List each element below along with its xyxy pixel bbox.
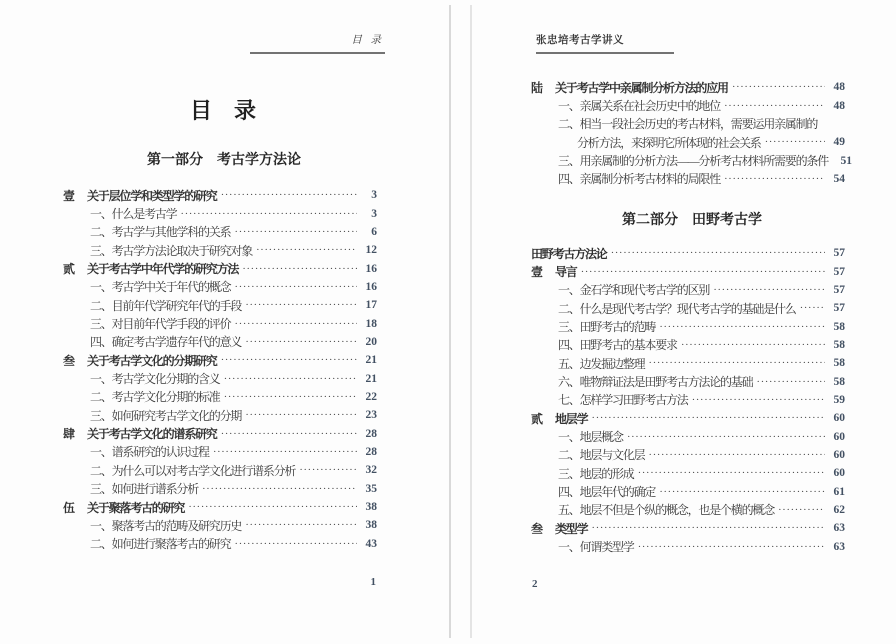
toc-entry-title: 二、相当一段社会历史的考古材料，需要运用亲属制的 <box>558 117 818 132</box>
toc-entry-page: 57 <box>833 265 845 278</box>
toc-entry <box>531 115 845 133</box>
toc-entry <box>531 482 845 500</box>
dot-leader <box>221 425 357 443</box>
toc-entry-page: 58 <box>833 338 845 351</box>
toc-entry <box>63 204 377 222</box>
toc-entry-page: 48 <box>833 99 845 112</box>
toc-entry <box>531 427 845 445</box>
toc-entry-title: 四、田野考古的基本要求 <box>558 338 677 353</box>
dot-leader <box>778 501 825 519</box>
toc-entry-title: 一、金石学和现代考古学的区别 <box>558 283 710 298</box>
dot-leader <box>180 205 357 223</box>
toc-entry-page: 3 <box>371 189 377 202</box>
toc-entry <box>531 281 845 299</box>
dot-leader <box>732 78 825 96</box>
toc-entry-page: 61 <box>833 485 845 498</box>
toc-entry-title: 三、如何研究考古学文化的分期 <box>90 408 242 423</box>
toc-entry-title: 三、如何进行谱系分析 <box>90 482 199 497</box>
toc-entry-number: 叁 <box>531 521 542 536</box>
toc-entry-title: 一、考古学文化分期的含义 <box>90 372 220 387</box>
toc-entry-page: 16 <box>365 262 377 275</box>
dot-leader <box>234 535 357 553</box>
toc-entry-title: 一、什么是考古学 <box>90 207 177 222</box>
toc-entry-title: 地层学 <box>555 411 588 426</box>
toc-entry-number: 壹 <box>531 265 542 280</box>
toc-entry-number: 叁 <box>63 353 74 368</box>
toc-entry-number: 陆 <box>531 80 542 95</box>
toc-entry-title: 二、考古学与其他学科的关系 <box>90 225 231 240</box>
toc-entry-number: 壹 <box>63 188 74 203</box>
dot-leader <box>648 354 825 372</box>
section-heading-part1: 第一部分 考古学方法论 <box>147 153 301 168</box>
toc-entry-title: 二、考古学文化分期的标准 <box>90 390 220 405</box>
toc-entry <box>63 498 377 516</box>
toc-entry-page: 49 <box>833 136 845 149</box>
toc-entry-page: 63 <box>833 522 845 535</box>
toc-entry-page: 60 <box>833 448 845 461</box>
toc-entry-title: 一、谱系研究的认识过程 <box>90 445 209 460</box>
toc-entry-title: 二、目前年代学研究年代的手段 <box>90 298 242 313</box>
toc-entry <box>531 133 845 151</box>
toc-entry-title: 关于考古学文化的谱系研究 <box>87 427 217 442</box>
toc-entry-page: 6 <box>371 225 377 238</box>
toc-entry-number: 贰 <box>531 411 542 426</box>
toc-entry-title: 四、亲属制分析考古材料的局限性 <box>558 172 721 187</box>
toc-entry-title: 三、对目前年代学手段的评价 <box>90 317 231 332</box>
toc-entry <box>531 409 845 427</box>
dot-leader <box>224 370 357 388</box>
toc-entry-page: 21 <box>365 354 377 367</box>
toc-entry <box>531 391 845 409</box>
dot-leader <box>256 241 357 259</box>
toc-entry <box>531 354 845 372</box>
toc-entry-title: 四、地层年代的确定 <box>558 485 656 500</box>
toc-entry-page: 58 <box>833 357 845 370</box>
dot-leader <box>756 373 825 391</box>
toc-entry-title: 一、亲属关系在社会历史中的地位 <box>558 99 721 114</box>
toc-entry-title: 七、怎样学习田野考古方法 <box>558 393 688 408</box>
toc-entry-page: 48 <box>833 81 845 94</box>
toc-entry-title: 三、地层的形成 <box>558 466 634 481</box>
toc-entry-title: 五、地层不但是个纵的概念，也是个横的概念 <box>558 503 775 518</box>
toc-entry-page: 16 <box>365 280 377 293</box>
toc-entry-title: 关于层位学和类型学的研究 <box>87 188 217 203</box>
toc-entry-title: 田野考古方法论 <box>531 246 607 261</box>
dot-leader <box>224 388 357 406</box>
toc-entry-page: 32 <box>365 464 377 477</box>
toc-entry <box>531 501 845 519</box>
dot-leader <box>245 296 357 314</box>
toc-entry-title: 三、田野考古的范畴 <box>558 320 656 335</box>
folio-left: 1 <box>370 576 376 588</box>
toc-entry <box>531 170 845 188</box>
toc-entry-title: 关于考古学中亲属制分析方法的应用 <box>555 80 728 95</box>
toc-entry-page: 12 <box>365 244 377 257</box>
dot-leader <box>611 244 825 262</box>
toc-entry <box>63 369 377 387</box>
dot-leader <box>638 538 825 556</box>
toc-entry-title: 六、唯物辩证法是田野考古方法论的基础 <box>558 375 753 390</box>
toc-entry-page: 28 <box>365 427 377 440</box>
toc-list-right-bottom <box>531 244 845 556</box>
toc-entry-title: 三、考古学方法论取决于研究对象 <box>90 243 253 258</box>
toc-entry-page: 57 <box>833 283 845 296</box>
toc-entry-title: 二、为什么可以对考古学文化进行谱系分析 <box>90 463 296 478</box>
dot-leader <box>221 351 357 369</box>
dot-leader <box>213 443 357 461</box>
dot-leader <box>188 498 357 516</box>
toc-entry <box>531 317 845 335</box>
dot-leader <box>692 391 825 409</box>
dot-leader <box>659 483 825 501</box>
running-header-left: 目 录 <box>250 31 385 54</box>
toc-entry-page: 60 <box>833 467 845 480</box>
toc-entry <box>531 519 845 537</box>
toc-entry <box>531 262 845 280</box>
toc-entry-title: 类型学 <box>555 521 588 536</box>
toc-entry-title: 一、聚落考古的范畴及研究历史 <box>90 518 242 533</box>
toc-entry-title: 五、边发掘边整理 <box>558 356 645 371</box>
section-heading-part2: 第二部分 田野考古学 <box>622 213 762 228</box>
dot-leader <box>202 480 357 498</box>
toc-entry <box>531 299 845 317</box>
toc-entry <box>63 278 377 296</box>
toc-entry <box>531 538 845 556</box>
dot-leader <box>234 278 357 296</box>
toc-entry <box>63 535 377 553</box>
toc-entry <box>63 186 377 204</box>
toc-entry-title: 四、确定考古学遗存年代的意义 <box>90 335 242 350</box>
dot-leader <box>724 97 825 115</box>
toc-entry-page: 59 <box>833 393 845 406</box>
toc-list-left <box>63 186 377 553</box>
toc-entry-title: 关于考古学中年代学的研究方法 <box>87 262 239 277</box>
dot-leader <box>245 333 357 351</box>
right-page-edge <box>470 5 472 638</box>
page-title: 目 录 <box>189 98 256 123</box>
toc-entry-number: 伍 <box>63 500 74 515</box>
toc-entry-page: 21 <box>365 372 377 385</box>
toc-entry <box>531 244 845 262</box>
toc-entry-page: 23 <box>365 409 377 422</box>
dot-leader <box>681 336 825 354</box>
dot-leader <box>234 223 357 241</box>
toc-entry-page: 38 <box>365 519 377 532</box>
dot-leader <box>591 409 825 427</box>
dot-leader <box>638 464 825 482</box>
toc-entry-page: 60 <box>833 412 845 425</box>
dot-leader <box>591 519 825 537</box>
dot-leader <box>648 446 825 464</box>
toc-entry <box>63 296 377 314</box>
toc-entry-page: 20 <box>365 335 377 348</box>
toc-entry-page: 58 <box>833 320 845 333</box>
toc-entry-title: 三、用亲属制的分析方法——分析考古材料所需要的条件 <box>558 154 829 169</box>
toc-entry <box>531 372 845 390</box>
toc-entry-title: 二、什么是现代考古学？现代考古学的基础是什么 <box>558 301 796 316</box>
toc-entry-page: 17 <box>365 299 377 312</box>
toc-entry-page: 38 <box>365 501 377 514</box>
toc-entry <box>63 424 377 442</box>
toc-entry <box>63 388 377 406</box>
toc-entry <box>63 259 377 277</box>
dot-leader <box>800 299 825 317</box>
toc-entry-page: 28 <box>365 445 377 458</box>
toc-entry-page: 60 <box>833 430 845 443</box>
toc-entry-title: 二、地层与文化层 <box>558 448 645 463</box>
toc-entry-title: 一、考古学中关于年代的概念 <box>90 280 231 295</box>
dot-leader <box>221 186 357 204</box>
toc-entry-page: 54 <box>833 172 845 185</box>
toc-entry-number: 贰 <box>63 262 74 277</box>
toc-entry-number: 肆 <box>63 427 74 442</box>
toc-entry <box>531 464 845 482</box>
toc-entry-title: 分析方法，来探明它所体现的社会关系 <box>577 135 761 150</box>
toc-entry-title: 关于聚落考古的研究 <box>87 500 185 515</box>
running-header-right: 张忠培考古学讲义 <box>536 31 674 54</box>
toc-entry-page: 3 <box>371 207 377 220</box>
toc-entry-page: 63 <box>833 540 845 553</box>
dot-leader <box>299 461 357 479</box>
toc-entry-title: 关于考古学文化的分期研究 <box>87 353 217 368</box>
toc-entry <box>63 241 377 259</box>
dot-leader <box>627 428 825 446</box>
toc-entry <box>63 516 377 534</box>
folio-right: 2 <box>532 578 538 590</box>
toc-entry <box>63 223 377 241</box>
toc-entry-page: 43 <box>365 537 377 550</box>
dot-leader <box>234 315 357 333</box>
toc-entry-title: 导言 <box>555 265 577 280</box>
toc-entry-page: 18 <box>365 317 377 330</box>
toc-entry <box>63 333 377 351</box>
dot-leader <box>724 170 825 188</box>
left-page-edge <box>449 5 451 638</box>
toc-entry <box>63 480 377 498</box>
toc-entry <box>63 461 377 479</box>
dot-leader <box>765 133 825 151</box>
toc-list-right-top <box>531 78 853 188</box>
toc-entry-title: 一、地层概念 <box>558 430 623 445</box>
toc-entry <box>63 314 377 332</box>
toc-entry <box>63 443 377 461</box>
dot-leader <box>713 281 825 299</box>
dot-leader <box>245 406 357 424</box>
toc-entry-page: 22 <box>365 390 377 403</box>
toc-entry-title: 二、如何进行聚落考古的研究 <box>90 537 231 552</box>
toc-entry-title: 一、何谓类型学 <box>558 540 634 555</box>
dot-leader <box>242 260 357 278</box>
toc-entry <box>63 351 377 369</box>
toc-entry <box>531 336 845 354</box>
toc-entry <box>531 78 845 96</box>
toc-entry-page: 51 <box>840 154 853 167</box>
toc-entry <box>63 406 377 424</box>
dot-leader <box>659 318 825 336</box>
toc-entry-page: 35 <box>365 482 377 495</box>
toc-entry <box>531 151 853 169</box>
toc-entry-page: 57 <box>833 302 845 315</box>
toc-entry <box>531 446 845 464</box>
toc-entry <box>531 96 845 114</box>
dot-leader <box>245 516 357 534</box>
toc-entry-page: 57 <box>833 247 845 260</box>
dot-leader <box>581 263 825 281</box>
toc-entry-page: 62 <box>833 503 845 516</box>
toc-entry-page: 58 <box>833 375 845 388</box>
